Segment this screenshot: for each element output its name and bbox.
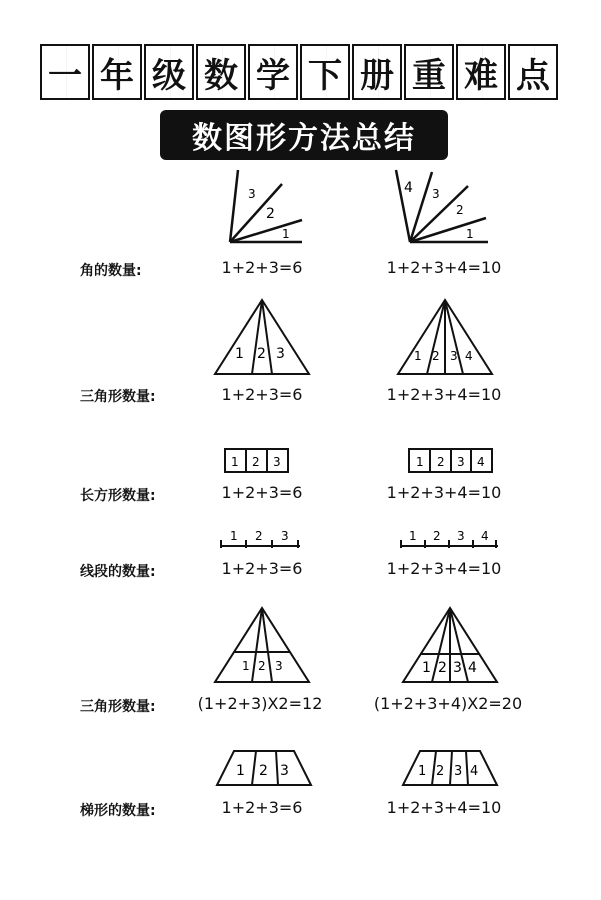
rectangle-number: 1: [416, 455, 424, 469]
row-label: 梯形的数量:: [80, 803, 156, 819]
trapezoid-number: 3: [280, 763, 289, 779]
segment-number: 4: [481, 529, 489, 543]
angle-number: 2: [266, 206, 275, 222]
title-char: 一: [40, 44, 90, 100]
title-char: 数: [196, 44, 246, 100]
row-label: 三角形数量:: [80, 699, 156, 715]
title-char: 下: [300, 44, 350, 100]
triangle-number: 1: [242, 659, 250, 673]
formula-right: 1+2+3+4=10: [386, 559, 502, 578]
rectangle-number: 1: [231, 455, 239, 469]
angle-figure-right: [392, 168, 492, 252]
rectangle-figure-left: [224, 448, 290, 478]
row-label: 线段的数量:: [80, 564, 156, 580]
subtitle-banner: 数图形方法总结: [160, 110, 448, 160]
page-title: [40, 44, 558, 102]
angle-figure-left: [218, 168, 304, 252]
triangle-number: 3: [453, 660, 462, 676]
angle-number: 1: [282, 227, 290, 241]
angle-number: 1: [466, 227, 474, 241]
angle-number: 4: [404, 180, 413, 196]
formula-right: 1+2+3+4=10: [386, 258, 502, 277]
triangle-number: 2: [438, 660, 447, 676]
formula-left: 1+2+3=6: [221, 483, 303, 502]
triangle-number: 3: [276, 346, 285, 362]
formula-right: 1+2+3+4=10: [386, 483, 502, 502]
row-label: 角的数量:: [80, 263, 142, 279]
triangle-number: 2: [257, 346, 266, 362]
rectangle-number: 2: [437, 455, 445, 469]
triangle-number: 2: [258, 659, 266, 673]
formula-left: 1+2+3=6: [221, 385, 303, 404]
triangle-number: 4: [465, 349, 473, 363]
title-char: 重: [404, 44, 454, 100]
angle-number: 2: [456, 203, 464, 217]
segment-number: 1: [230, 529, 238, 543]
triangle-crossed-figure-left: [212, 604, 312, 690]
angle-number: 3: [432, 187, 440, 201]
angle-number: 3: [248, 187, 256, 201]
triangle-figure-left: [212, 296, 312, 382]
trapezoid-number: 4: [470, 764, 479, 779]
title-char: 点: [508, 44, 558, 100]
trapezoid-number: 1: [236, 763, 245, 779]
rectangle-number: 4: [477, 455, 485, 469]
formula-right: 1+2+3+4=10: [386, 798, 502, 817]
row-label: 长方形数量:: [80, 488, 156, 504]
triangle-crossed-figure-right: [400, 604, 500, 690]
triangle-number: 4: [468, 660, 477, 676]
trapezoid-number: 3: [454, 764, 463, 779]
formula-left: 1+2+3=6: [221, 559, 303, 578]
rectangle-number: 3: [457, 455, 465, 469]
segment-number: 1: [409, 529, 417, 543]
segment-number: 3: [281, 529, 289, 543]
triangle-number: 3: [450, 349, 458, 363]
segment-number: 3: [457, 529, 465, 543]
rectangle-number: 2: [252, 455, 260, 469]
formula-left: 1+2+3=6: [221, 798, 303, 817]
trapezoid-number: 1: [418, 764, 427, 779]
formula-left: 1+2+3=6: [221, 258, 303, 277]
rectangle-number: 3: [273, 455, 281, 469]
triangle-number: 3: [275, 659, 283, 673]
title-char: 册: [352, 44, 402, 100]
triangle-number: 1: [422, 660, 431, 676]
triangle-number: 1: [235, 346, 244, 362]
trapezoid-figure-left: [214, 748, 314, 792]
segment-number: 2: [433, 529, 441, 543]
triangle-number: 2: [432, 349, 440, 363]
formula-right: 1+2+3+4=10: [386, 385, 502, 404]
segment-figure-left: [218, 528, 302, 556]
row-label: 三角形数量:: [80, 389, 156, 405]
title-char: 年: [92, 44, 142, 100]
formula-left: (1+2+3)X2=12: [197, 694, 323, 713]
triangle-number: 1: [414, 349, 422, 363]
formula-right: (1+2+3+4)X2=20: [373, 694, 523, 713]
trapezoid-number: 2: [436, 764, 445, 779]
triangle-figure-right: [395, 296, 495, 382]
rectangle-figure-right: [408, 448, 494, 478]
trapezoid-figure-right: [400, 748, 500, 792]
trapezoid-number: 2: [259, 763, 268, 779]
title-char: 学: [248, 44, 298, 100]
title-char: 难: [456, 44, 506, 100]
title-char: 级: [144, 44, 194, 100]
segment-figure-right: [398, 528, 500, 556]
segment-number: 2: [255, 529, 263, 543]
